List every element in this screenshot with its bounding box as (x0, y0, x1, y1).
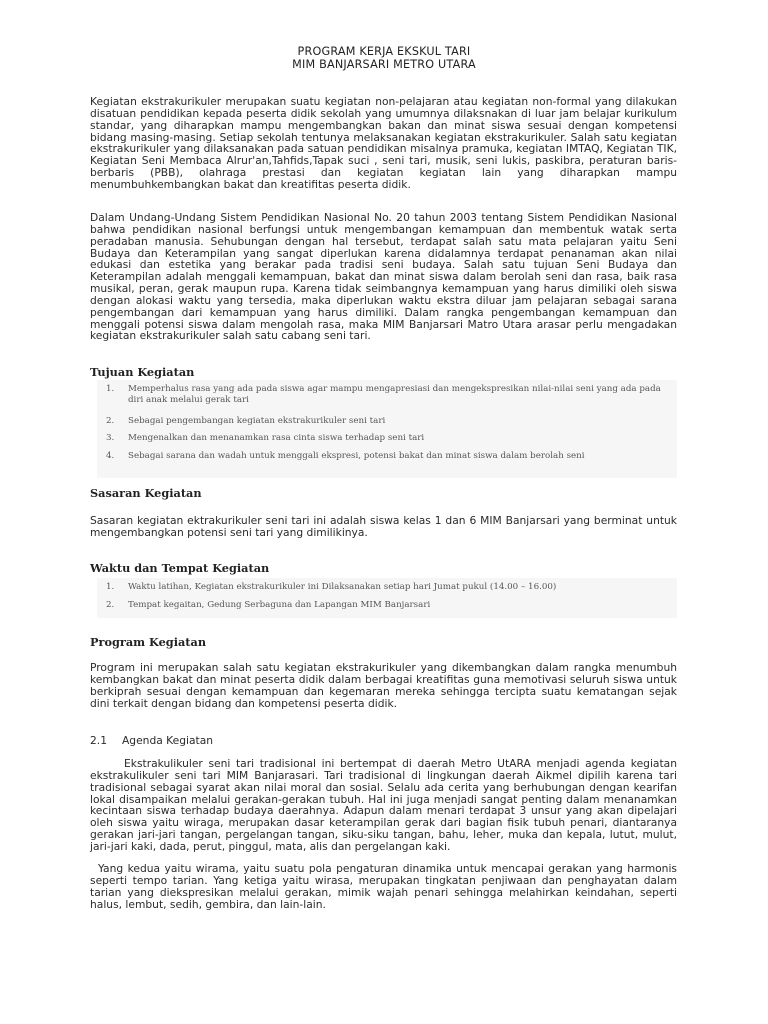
agenda-paragraph-2: Yang kedua yaitu wirama, yaitu suatu pola pengaturan dinamika untuk mencapai gerakan yang harmonis seperti tempo tarian. Yang ketiga yaitu wirasa, merupakan tingkatan penjiwaan dan penghayatan dalam tarian yang diekspresikan melalui gerakan, mimik wajah penari sehingga melahirkan keindahan, seperti halus, lembut, sedih, gembira, dan lain-lain. (90, 862, 677, 911)
waktu-item-text: Waktu latihan, Kegiatan ekstrakurikuler ini Dilaksanakan setiap hari Jumat pukul (14.00 – 16.00) (128, 582, 557, 592)
heading-waktu: Waktu dan Tempat Kegiatan (90, 561, 270, 575)
intro-paragraph-2: Dalam Undang-Undang Sistem Pendidikan Nasional No. 20 tahun 2003 tentang Sistem Pendidikan Nasional bahwa pendidikan nasional berfungsi untuk mengembangan kemampuan dan membentuk watak serta peradaban manusia. Sehubungan dengan hal tersebut, terdapat salah satu mata pelajaran yaitu Seni Budaya dan Keterampilan yang sangat diperlukan karena didalamnya terdapat penanaman akan nilai edukasi dan estetika yang berakar pada tradisi seni budaya. Salah satu tujuan Seni Budaya dan Keterampilan adalah menggali kemampuan, bakat dan minat siswa dalam berolah seni dan rasa, baik rasa musikal, peran, gerak maupun rupa. Karena tidak seimbangnya kemampuan yang harus dimiliki oleh siswa dengan alokasi waktu yang tersedia, maka diperlukan waktu ekstra diluar jam pelajaran sebagai sarana pengembangan dari kemampuan yang harus dimiliki. Dalam rangka pengembangan kemampuan dan menggali potensi siswa dalam mengolah rasa, maka MIM Banjarsari Matro Utara arasar perlu mengadakan kegiatan ekstrakurikuler salah satu cabang seni tari. (90, 211, 677, 343)
tujuan-list (97, 380, 677, 478)
document-subtitle: MIM BANJARSARI METRO UTARA (292, 58, 476, 71)
heading-sasaran: Sasaran Kegiatan (90, 486, 202, 500)
tujuan-item-number: 4. (106, 451, 115, 461)
intro-paragraph-1: Kegiatan ekstrakurikuler merupakan suatu kegiatan non-pelajaran atau kegiatan non-formal yang dilakukan disatuan pendidikan kepada peserta didik sekolah yang umumnya dilaksnakan di luar jam belajar kurikulum standar, yang diharapkan mampu mengembangkan bakan dan minat siswa sesuai dengan kompetensi bidang masing-masing. Setiap sekolah tentunya melaksanakan kegiatan ekstrakurikuler. Salah satu kegiatan ekstrakurikuler yang dilaksanakan pada satuan pendidikan misalnya pramuka, kegiatan IMTAQ, Kegiatan TIK, Kegiatan Seni Membaca Alrur'an,Tahfids,Tapak suci , seni tari, musik, seni lukis, paskibra, peraturan baris-berbaris (PBB), olahraga prestasi dan kegiatan kegiatan lain yang diharapkan mampu menumbuhkembangkan bakat dan kreatifitas peserta didik. (90, 95, 677, 191)
waktu-item-text: Tempat kegaitan, Gedung Serbaguna dan Lapangan MIM Banjarsari (128, 600, 431, 610)
document-title: PROGRAM KERJA EKSKUL TARI (297, 45, 471, 58)
subsection-number: 2.1 (90, 734, 107, 747)
agenda-paragraph-1: Ekstrakulikuler seni tari tradisional ini bertempat di daerah Metro UtARA menjadi agenda kegiatan ekstrakulikuler seni tari MIM Banjarasari. Tari tradisional di lingkungan daerah Aikmel dipilih karena tari tradisional sebagai syarat akan nilai moral dan sosial. Selalu ada cerita yang berhubungan dengan kearifan lokal disampaikan melalui gerakan-gerakan tubuh. Hal ini juga menjadi sangat penting dalam menanamkan kecintaan siswa terhadap budaya daerahnya. Adapun dalam menari terdapat 3 unsur yang akan dipelajari oleh siswa yaitu wiraga, merupakan dasar keterampilan gerak dari bagian fisik tubuh penari, diantaranya gerakan jari-jari tangan, pergelangan tangan, siku-siku tangan, bahu, leher, muka dan kepala, lutut, mulut, jari-jari kaki, dada, perut, pinggul, mata, alis dan pergelangan kaki. (90, 757, 677, 853)
waktu-list (97, 578, 677, 618)
tujuan-item-text: Mengenalkan dan menanamkan rasa cinta siswa terhadap seni tari (128, 433, 425, 443)
heading-program: Program Kegiatan (90, 635, 207, 649)
tujuan-item-number: 3. (106, 433, 115, 443)
heading-tujuan: Tujuan Kegiatan (90, 365, 195, 379)
waktu-item-number: 1. (106, 582, 115, 592)
tujuan-item-number: 1. (106, 384, 115, 394)
subsection-title: Agenda Kegiatan (122, 734, 214, 747)
tujuan-item-text: Sebagai pengembangan kegiatan ekstrakurikuler seni tari (128, 416, 386, 426)
waktu-item-number: 2. (106, 600, 115, 610)
sasaran-paragraph: Sasaran kegiatan ektrakurikuler seni tari ini adalah siswa kelas 1 dan 6 MIM Banjarsari yang berminat untuk mengembangkan potensi seni tari yang dimilikinya. (90, 514, 677, 539)
program-paragraph: Program ini merupakan salah satu kegiatan ekstrakurikuler yang dikembangkan dalam rangka menumbuh kembangkan bakat dan minat peserta didik dalam berbagai kreatifitas guna memotivasi seluruh siswa untuk berkiprah sesuai dengan kemampuan dan kegemaran mereka sehingga tercipta suatu kematangan sejak dini terkait dengan bidang dan kompetensi peserta didik. (90, 661, 677, 710)
tujuan-item-text: Sebagai sarana dan wadah untuk menggali ekspresi, potensi bakat dan minat siswa dalam berolah seni (128, 451, 585, 461)
tujuan-item-number: 2. (106, 416, 115, 426)
tujuan-item-text: Memperhalus rasa yang ada pada siswa agar mampu mengapresiasi dan mengekspresikan nilai-nilai seni yang ada pada diri anak melalui gerak tari (128, 384, 661, 405)
